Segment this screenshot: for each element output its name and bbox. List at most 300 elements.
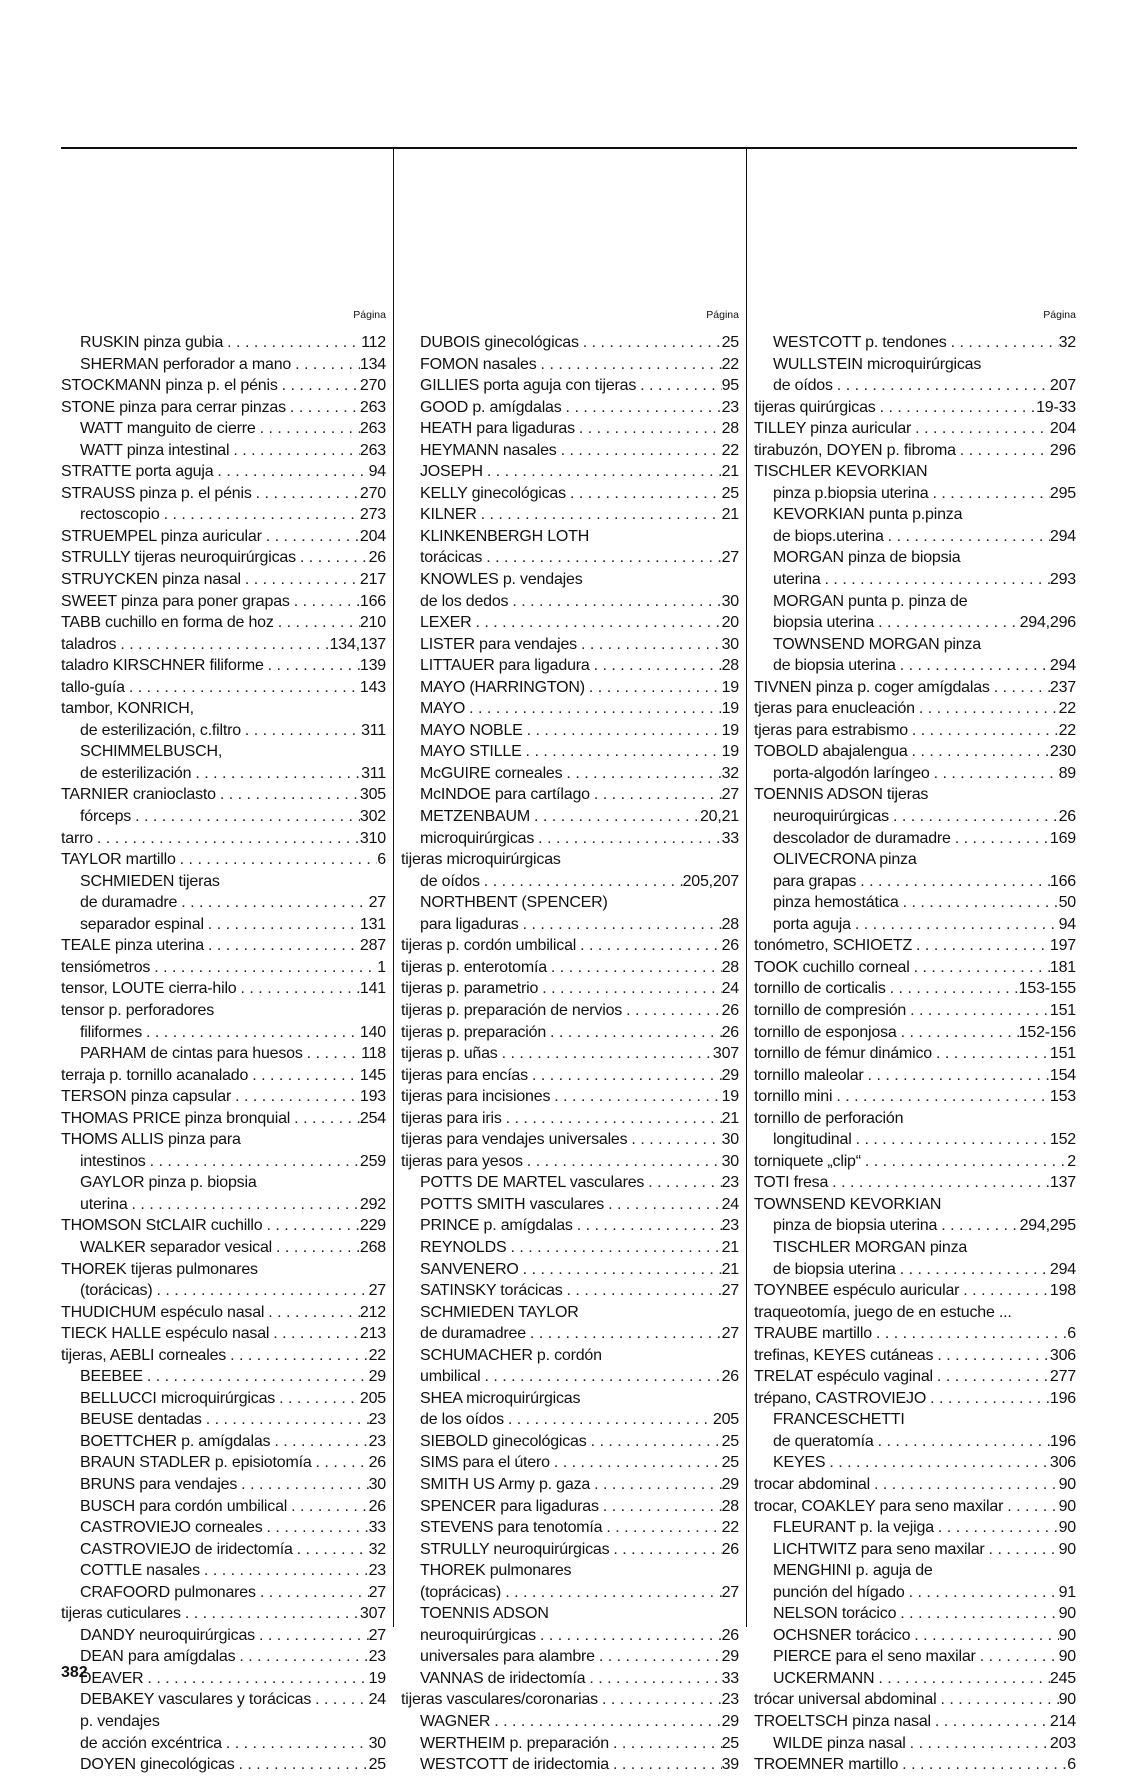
dot-leader	[534, 828, 721, 850]
index-entry	[754, 957, 1076, 979]
entry-page: 143	[359, 678, 386, 696]
dot-leader	[906, 1000, 1050, 1022]
entry-term: MAYO (HARRINGTON)	[420, 678, 585, 696]
entry-page: 25	[721, 1454, 739, 1472]
entry-term: BRAUN STADLER p. episiotomía	[80, 1454, 312, 1472]
entry-term: traqueotomía, juego de en estuche ...	[754, 1303, 1012, 1321]
entry-page: 23	[721, 1174, 739, 1192]
entry-term: CASTROVIEJO de iridectomía	[80, 1540, 293, 1558]
entry-page: 23	[368, 1648, 386, 1666]
entry-page: 263	[359, 398, 386, 416]
dot-leader	[296, 547, 369, 569]
dot-leader	[912, 935, 1050, 957]
dot-leader	[915, 698, 1059, 720]
entry-term: STRUYCKEN pinza nasal	[61, 571, 241, 589]
entry-term: tensor p. perforadores	[61, 1001, 215, 1019]
entry-term: punción del hígado	[773, 1583, 905, 1601]
dot-leader	[523, 1151, 722, 1173]
dot-leader	[235, 1754, 369, 1776]
index-entry	[401, 1086, 739, 1108]
entry-page: 259	[359, 1152, 386, 1170]
entry-term: PRINCE p. amígdalas	[420, 1217, 573, 1235]
index-entry	[61, 354, 386, 376]
dot-leader	[128, 1194, 360, 1216]
dot-leader	[959, 1280, 1050, 1302]
dot-leader	[519, 1259, 722, 1281]
dot-leader	[896, 1603, 1058, 1625]
entry-term: TOWNSEND MORGAN pinza	[773, 635, 981, 653]
dot-leader	[622, 1000, 722, 1022]
entry-page: 197	[1049, 937, 1076, 955]
index-entry	[754, 1215, 1076, 1237]
index-entry	[754, 547, 1076, 569]
index-entry	[61, 375, 386, 397]
index-entry	[401, 1646, 739, 1668]
index-entry	[754, 418, 1076, 440]
entry-term: KEVORKIAN punta p.pinza	[773, 506, 963, 524]
entry-page: 137	[1049, 1174, 1076, 1192]
index-entry	[754, 720, 1076, 742]
entry-term: tijeras microquirúrgicas	[401, 851, 561, 869]
dot-leader	[585, 1668, 721, 1690]
entry-term: GAYLOR pinza p. biopsia	[80, 1174, 257, 1192]
entry-page: 307	[712, 1045, 739, 1063]
entry-page: 1	[377, 958, 386, 976]
entry-term: trocar abdominal	[754, 1475, 870, 1493]
entry-page: 294	[1049, 1260, 1076, 1278]
dot-leader	[550, 1086, 721, 1108]
index-entry	[754, 1496, 1076, 1518]
index-entry	[401, 1431, 739, 1453]
entry-page: 310	[359, 829, 386, 847]
entry-term: tijeras para incisiones	[401, 1088, 551, 1106]
dot-leader	[471, 612, 721, 634]
dot-leader	[287, 1496, 368, 1518]
dot-leader	[575, 418, 722, 440]
dot-leader	[191, 763, 361, 785]
entry-page: 145	[359, 1066, 386, 1084]
entry-page: 205,207	[682, 872, 739, 890]
entry-page: 294,295	[1019, 1217, 1076, 1235]
index-entry	[754, 655, 1076, 677]
dot-leader	[93, 828, 360, 850]
entry-term: STRULLY tijeras neuroquirúrgicas	[61, 549, 296, 567]
entry-term: THOMS ALLIS pinza para	[61, 1131, 241, 1149]
entry-term: TISCHLER MORGAN pinza	[773, 1238, 968, 1256]
index-entry	[401, 1625, 739, 1647]
entry-page: 214	[1049, 1713, 1076, 1730]
index-entry	[401, 1539, 739, 1561]
entry-term: DEBAKEY vasculares y torácicas	[80, 1691, 312, 1709]
entry-term: HEATH para ligaduras	[420, 420, 575, 438]
entry-term: TIVNEN pinza p. coger amígdalas	[754, 678, 990, 696]
entry-term: tijeras para vendajes universales	[401, 1131, 628, 1149]
entry-term: FOMON nasales	[420, 355, 537, 373]
index-entry	[61, 1474, 386, 1496]
dot-leader	[312, 1452, 369, 1474]
dot-leader	[274, 612, 360, 634]
index-entry	[61, 569, 386, 591]
entry-page: 28	[721, 958, 739, 976]
index-entry	[401, 332, 739, 354]
entry-page: 28	[721, 657, 739, 675]
dot-leader	[577, 634, 722, 656]
dot-leader	[150, 957, 377, 979]
entry-term: TAYLOR martillo	[61, 851, 176, 869]
index-entry	[61, 655, 386, 677]
entry-page: 25	[721, 334, 739, 351]
entry-term: pinza p.biopsia uterina	[773, 484, 929, 502]
dot-leader	[602, 1517, 721, 1539]
index-entry	[754, 504, 1076, 526]
dot-leader	[899, 892, 1059, 914]
index-entry	[401, 763, 739, 785]
dot-leader	[290, 1108, 360, 1130]
entry-page: 26	[1058, 808, 1076, 826]
dot-leader	[526, 1323, 722, 1345]
entry-page: 23	[368, 1562, 386, 1580]
dot-leader	[933, 1366, 1050, 1388]
entry-page: 2	[1067, 1152, 1076, 1170]
entry-term: OLIVECRONA pinza	[773, 851, 917, 869]
index-entry	[401, 806, 739, 828]
index-entry	[61, 1431, 386, 1453]
entry-term: de biopsia uterina	[773, 657, 896, 675]
entry-term: tjeras para estrabismo	[754, 721, 908, 739]
index-entry	[61, 1625, 386, 1647]
entry-term: BUSCH para cordón umbilical	[80, 1497, 288, 1515]
entry-term: STRATTE porta aguja	[61, 463, 214, 481]
entry-term: tallo-guía	[61, 678, 125, 696]
index-entry	[401, 526, 739, 548]
index-entry	[401, 1215, 739, 1237]
index-entry	[61, 612, 386, 634]
entry-term: PIERCE para el seno maxilar	[773, 1648, 976, 1666]
dot-leader	[898, 1754, 1067, 1776]
index-entry	[401, 634, 739, 656]
index-entry	[754, 806, 1076, 828]
entry-page: 22	[1058, 721, 1076, 739]
index-entry	[401, 1323, 739, 1345]
index-entry	[401, 1388, 739, 1410]
entry-page: 112	[361, 334, 386, 351]
entry-term: LICHTWITZ para seno maxilar	[773, 1540, 985, 1558]
entry-term: SATINSKY torácicas	[420, 1282, 563, 1300]
dot-leader	[483, 461, 722, 483]
index-entry	[754, 1280, 1076, 1302]
dot-leader	[536, 1625, 722, 1647]
dot-leader	[896, 1259, 1050, 1281]
entry-term: CRAFOORD pulmonares	[80, 1583, 256, 1601]
entry-page: 90	[1058, 1540, 1076, 1558]
entry-page: 277	[1049, 1368, 1076, 1386]
dot-leader	[538, 978, 721, 1000]
dot-leader	[856, 871, 1050, 893]
entry-term: tijeras p. enterotomía	[401, 958, 547, 976]
entry-term: trócar universal abdominal	[754, 1691, 937, 1709]
entry-term: BEEBEE	[80, 1368, 143, 1386]
dot-leader	[116, 634, 329, 656]
dot-leader	[231, 1086, 360, 1108]
entry-term: de los dedos	[420, 592, 509, 610]
entry-term: PARHAM de cintas para huesos	[80, 1045, 303, 1063]
dot-leader	[275, 1388, 360, 1410]
index-entry	[61, 1711, 386, 1733]
index-entry	[754, 1452, 1076, 1474]
entry-term: WATT pinza intestinal	[80, 441, 230, 459]
entry-page: 196	[1049, 1432, 1076, 1450]
entry-term: TROEMNER martillo	[754, 1756, 899, 1774]
entry-term: MAYO	[420, 700, 466, 718]
entry-term: torniquete „clip“	[754, 1152, 861, 1170]
index-entry	[61, 1345, 386, 1367]
entry-term: THUDICHUM espéculo nasal	[61, 1303, 265, 1321]
index-entry	[61, 1689, 386, 1711]
index-entry	[61, 1388, 386, 1410]
entry-page: 19	[721, 678, 739, 696]
index-entry	[401, 1754, 739, 1776]
index-entry	[754, 1388, 1076, 1410]
dot-leader	[177, 892, 368, 914]
entry-page: 270	[359, 377, 386, 395]
entry-page: 203	[1049, 1734, 1076, 1752]
entry-page: 22	[368, 1346, 386, 1364]
entry-term: BELLUCCI microquirúrgicas	[80, 1389, 276, 1407]
dot-leader	[241, 569, 360, 591]
entry-page: 19	[721, 721, 739, 739]
dot-leader	[480, 1366, 721, 1388]
dot-leader	[465, 698, 721, 720]
entry-page: 30	[721, 1152, 739, 1170]
dot-leader	[852, 1129, 1050, 1151]
dot-leader	[537, 354, 722, 376]
entry-term: TOYNBEE espéculo auricular	[754, 1282, 960, 1300]
entry-page: 26	[368, 1497, 386, 1515]
index-entry	[754, 569, 1076, 591]
dot-leader	[547, 957, 722, 979]
entry-page: 90	[1058, 1691, 1076, 1709]
dot-leader	[272, 1237, 360, 1259]
index-entry	[754, 1194, 1076, 1216]
dot-leader	[590, 1474, 722, 1496]
index-entry	[754, 1237, 1076, 1259]
index-entry	[401, 1474, 739, 1496]
entry-term: HEYMANN nasales	[420, 441, 557, 459]
dot-leader	[828, 1172, 1050, 1194]
index-entry	[401, 547, 739, 569]
entry-page: 181	[1049, 958, 1076, 976]
entry-page: 213	[359, 1325, 386, 1343]
entry-page: 26	[721, 1540, 739, 1558]
index-entry	[61, 526, 386, 548]
entry-term: porta aguja	[773, 915, 851, 933]
entry-page: 26	[721, 1626, 739, 1644]
index-entry	[401, 1711, 739, 1733]
dot-leader	[910, 957, 1050, 979]
entry-term: STEVENS para tenotomía	[420, 1519, 603, 1537]
entry-page: 95	[721, 377, 739, 395]
entry-term: MAYO NOBLE	[420, 721, 523, 739]
entry-term: TROELTSCH pinza nasal	[754, 1713, 931, 1730]
dot-leader	[223, 332, 361, 354]
entry-term: tarro	[61, 829, 93, 847]
entry-page: 118	[361, 1045, 386, 1063]
index-entry	[401, 828, 739, 850]
entry-page: 154	[1049, 1066, 1076, 1084]
entry-page: 131	[359, 915, 386, 933]
entry-page: 6	[1067, 1756, 1076, 1774]
index-entry	[401, 483, 739, 505]
dot-leader	[311, 1689, 368, 1711]
index-entry	[754, 440, 1076, 462]
entry-term: SMITH US Army p. gaza	[420, 1475, 591, 1493]
entry-term: SCHMIEDEN TAYLOR	[420, 1303, 579, 1321]
index-entry	[61, 1323, 386, 1345]
dot-leader	[585, 677, 722, 699]
entry-term: tijeras, AEBLI corneales	[61, 1346, 227, 1364]
entry-term: tijeras para encías	[401, 1066, 528, 1084]
index-entry	[61, 1366, 386, 1388]
index-entry	[61, 547, 386, 569]
entry-term: filiformes	[80, 1023, 143, 1041]
entry-page: 28	[721, 420, 739, 438]
entry-term: SCHMIEDEN tijeras	[80, 872, 220, 890]
index-entry	[401, 1366, 739, 1388]
index-entry	[61, 1108, 386, 1130]
index-entry	[61, 957, 386, 979]
index-entry	[61, 1065, 386, 1087]
entry-term: KNOWLES p. vendajes	[420, 571, 583, 589]
entry-term: de esterilización, c.filtro	[80, 721, 241, 739]
index-entry	[61, 677, 386, 699]
entry-term: WULLSTEIN microquirúrgicas	[773, 355, 982, 373]
entry-term: THOMSON StCLAIR cuchillo	[61, 1217, 263, 1235]
dot-leader	[142, 1022, 360, 1044]
index-entry	[401, 957, 739, 979]
entry-term: TOOK cuchillo corneal	[754, 958, 910, 976]
dot-leader	[264, 655, 360, 677]
entry-term: GOOD p. amígdalas	[420, 398, 562, 416]
entry-page: 153	[1049, 1088, 1076, 1106]
entry-term: LISTER para vendajes	[420, 635, 577, 653]
index-entry	[754, 1689, 1076, 1711]
dot-leader	[152, 1280, 368, 1302]
index-entry	[401, 1517, 739, 1539]
dot-leader	[908, 720, 1059, 742]
index-entry	[61, 332, 386, 354]
dot-leader	[226, 1345, 369, 1367]
dot-leader	[508, 591, 721, 613]
dot-leader	[906, 1733, 1050, 1755]
index-entry	[61, 591, 386, 613]
entry-term: TOTI fresa	[754, 1174, 829, 1192]
entry-page: 26	[368, 1454, 386, 1472]
entry-page: 29	[368, 1368, 386, 1386]
entry-term: WATT manguito de cierre	[80, 420, 256, 438]
entry-term: tensiómetros	[61, 958, 151, 976]
entry-page: 141	[359, 980, 386, 998]
dot-leader	[825, 1452, 1050, 1474]
index-entry	[754, 1129, 1076, 1151]
dot-leader	[502, 1108, 722, 1130]
entry-term: WESTCOTT p. tendones	[773, 334, 947, 351]
entry-term: taladros	[61, 635, 117, 653]
entry-term: taladro KIRSCHNER filiforme	[61, 657, 264, 675]
entry-term: DANDY neuroquirúrgicas	[80, 1626, 255, 1644]
dot-leader	[908, 741, 1050, 763]
entry-page: 217	[359, 571, 386, 589]
dot-leader	[498, 1043, 713, 1065]
index-entry	[754, 1366, 1076, 1388]
entry-page: 196	[1049, 1389, 1076, 1407]
index-entry	[61, 849, 386, 871]
dot-leader	[480, 871, 683, 893]
dot-leader	[933, 1345, 1050, 1367]
entry-term: STOCKMANN pinza p. el pénis	[61, 377, 278, 395]
index-entry	[401, 1108, 739, 1130]
dot-leader	[176, 849, 378, 871]
entry-term: BRUNS para vendajes	[80, 1475, 238, 1493]
entry-term: de oídos	[420, 872, 480, 890]
entry-term: tijeras quirúrgicas	[754, 398, 876, 416]
page-header-label: Página	[706, 309, 739, 321]
dot-leader	[821, 569, 1050, 591]
dot-leader	[985, 1539, 1059, 1561]
entry-page: 90	[1058, 1475, 1076, 1493]
entry-term: tjeras para enucleación	[754, 700, 915, 718]
index-entry	[401, 591, 739, 613]
dot-leader	[937, 1215, 1019, 1237]
dot-leader	[910, 1625, 1058, 1647]
index-entry	[61, 741, 386, 763]
entry-page: 30	[721, 635, 739, 653]
index-entry	[754, 375, 1076, 397]
entry-term: FLEURANT p. la vejiga	[773, 1519, 934, 1537]
dot-leader	[562, 763, 721, 785]
entry-term: de los oídos	[420, 1411, 504, 1429]
entry-term: para ligaduras	[420, 915, 519, 933]
entry-page: 254	[359, 1109, 386, 1127]
index-entry	[754, 461, 1076, 483]
entry-page: 24	[721, 980, 739, 998]
dot-leader	[263, 1517, 369, 1539]
entry-page: 294	[1049, 657, 1076, 675]
index-entry	[754, 1172, 1076, 1194]
entry-term: NELSON torácico	[773, 1605, 897, 1623]
entry-term: THOREK pulmonares	[420, 1562, 572, 1580]
entry-term: WILDE pinza nasal	[773, 1734, 906, 1752]
index-entry	[61, 1194, 386, 1216]
entry-page: 204	[359, 527, 386, 545]
entry-page: 21	[721, 506, 739, 524]
entry-term: LEXER	[420, 614, 472, 632]
index-entry	[401, 1129, 739, 1151]
index-entry	[401, 397, 739, 419]
index-entry	[61, 1280, 386, 1302]
entry-term: de queratomía	[773, 1432, 874, 1450]
entry-term: MORGAN punta p. pinza de	[773, 592, 968, 610]
index-entry	[401, 1496, 739, 1518]
index-entry	[754, 698, 1076, 720]
index-entry	[401, 1409, 739, 1431]
entry-page: 26	[368, 549, 386, 567]
index-entry	[754, 914, 1076, 936]
entry-term: trépano, CASTROVIEJO	[754, 1389, 927, 1407]
entry-term: SPENCER para ligaduras	[420, 1497, 599, 1515]
entry-page: 27	[368, 1282, 386, 1300]
entry-page: 29	[721, 1475, 739, 1493]
entry-page: 26	[721, 1368, 739, 1386]
